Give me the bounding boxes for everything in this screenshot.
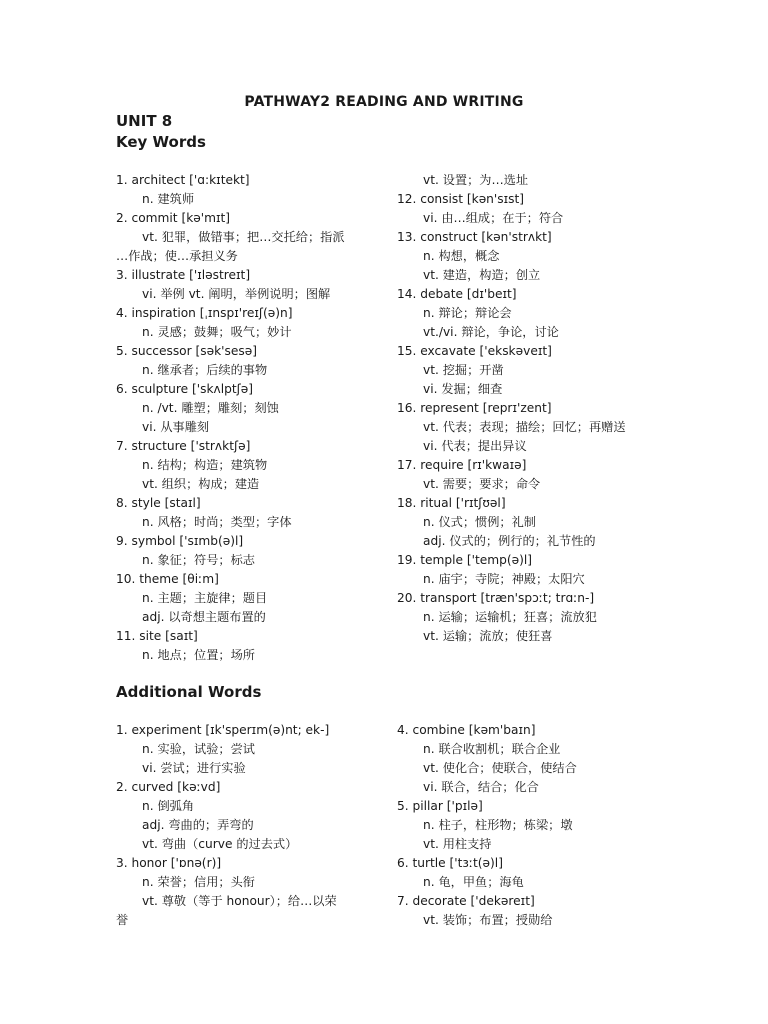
word-entry: 8. style [staɪl]	[116, 496, 201, 510]
definition: n. 继承者；后续的事物	[142, 363, 268, 377]
word-entry: 19. temple ['temp(ə)l]	[397, 553, 533, 567]
definition-continued: …作战；使…承担义务	[116, 249, 238, 263]
additional-words-left-column	[116, 721, 406, 930]
word-entry: 5. pillar ['pɪlə]	[397, 799, 483, 813]
definition: n. 风格；时尚；类型；字体	[142, 515, 292, 529]
definition: vt. 运输；流放；使狂喜	[423, 629, 553, 643]
definition: n. 仪式；惯例；礼制	[423, 515, 536, 529]
definition: n. 柱子，柱形物；栋梁；墩	[423, 818, 573, 832]
word-entry: 1. experiment [ɪk'sperɪm(ə)nt; ek-]	[116, 723, 330, 737]
key-words-left-column	[116, 171, 406, 665]
definition: vi. 联合，结合；化合	[423, 780, 539, 794]
word-entry: 6. turtle ['tɜːt(ə)l]	[397, 856, 503, 870]
definition: vt. 弯曲（curve 的过去式）	[142, 837, 298, 851]
key-words-heading: Key Words	[116, 133, 206, 151]
word-entry: 12. consist [kən'sɪst]	[397, 192, 525, 206]
word-entry: 17. require [rɪ'kwaɪə]	[397, 458, 527, 472]
key-words-right-column	[397, 171, 687, 646]
definition: vt./vi. 辩论，争论，讨论	[423, 325, 559, 339]
definition-continued: 誉	[116, 913, 129, 927]
definition: vi. 发掘；细查	[423, 382, 503, 396]
definition: n. 地点；位置；场所	[142, 648, 255, 662]
definition: vt. 挖掘；开凿	[423, 363, 504, 377]
document-title: PATHWAY2 READING AND WRITING	[244, 94, 524, 110]
word-entry: 2. commit [kə'mɪt]	[116, 211, 231, 225]
word-entry: 16. represent [reprɪ'zent]	[397, 401, 552, 415]
word-entry: 3. illustrate ['ɪləstreɪt]	[116, 268, 251, 282]
definition: n. 象征；符号；标志	[142, 553, 255, 567]
definition: vi. 由…组成；在于；符合	[423, 211, 564, 225]
definition: n. 主题；主旋律；题目	[142, 591, 268, 605]
definition: vt. 代表；表现；描绘；回忆；再赠送	[423, 420, 626, 434]
definition: vt. 犯罪，做错事；把…交托给；指派	[142, 230, 345, 244]
definition: n. 联合收割机；联合企业	[423, 742, 561, 756]
definition: n. 建筑师	[142, 192, 195, 206]
word-entry: 1. architect ['ɑ:kɪtekt]	[116, 173, 250, 187]
definition: vt. 尊敬（等于 honour）；给…以荣	[142, 894, 337, 908]
word-entry: 3. honor ['ɒnə(r)]	[116, 856, 222, 870]
definition: vi. 举例 vt. 阐明，举例说明；图解	[142, 287, 331, 301]
word-entry: 11. site [saɪt]	[116, 629, 198, 643]
definition: n. 辩论；辩论会	[423, 306, 512, 320]
word-entry: 5. successor [sək'sesə]	[116, 344, 257, 358]
definition: n. 龟，甲鱼；海龟	[423, 875, 524, 889]
word-entry: 10. theme [θiːm]	[116, 572, 219, 586]
definition: n. /vt. 雕塑；雕刻；刻蚀	[142, 401, 279, 415]
word-entry: 18. ritual ['rɪtʃʊəl]	[397, 496, 506, 510]
definition: vi. 代表；提出异议	[423, 439, 527, 453]
definition: n. 实验，试验；尝试	[142, 742, 255, 756]
word-entry: 4. inspiration [ˌɪnspɪ'reɪʃ(ə)n]	[116, 306, 293, 320]
word-entry: 20. transport [træn'spɔːt; trɑːn-]	[397, 591, 595, 605]
word-entry: 7. structure ['strʌktʃə]	[116, 439, 251, 453]
definition: vt. 组织；构成；建造	[142, 477, 260, 491]
additional-words-heading: Additional Words	[116, 683, 262, 701]
definition: adj. 以奇想主题布置的	[142, 610, 266, 624]
definition: vt. 设置；为…选址	[423, 173, 529, 187]
word-entry: 6. sculpture ['skʌlptʃə]	[116, 382, 253, 396]
definition: vi. 从事雕刻	[142, 420, 210, 434]
definition: n. 灵感；鼓舞；吸气；妙计	[142, 325, 292, 339]
definition: adj. 仪式的；例行的；礼节性的	[423, 534, 596, 548]
word-entry: 2. curved [kəːvd]	[116, 780, 221, 794]
word-entry: 14. debate [dɪ'beɪt]	[397, 287, 517, 301]
definition: vt. 装饰；布置；授勋给	[423, 913, 553, 927]
word-entry: 7. decorate ['dekəreɪt]	[397, 894, 535, 908]
word-entry: 4. combine [kəm'baɪn]	[397, 723, 536, 737]
unit-label: UNIT 8	[116, 112, 173, 130]
definition: vt. 建造，构造；创立	[423, 268, 541, 282]
definition: vi. 尝试；进行实验	[142, 761, 246, 775]
definition: n. 构想，概念	[423, 249, 500, 263]
definition: n. 结构；构造；建筑物	[142, 458, 268, 472]
definition: n. 倒弧角	[142, 799, 195, 813]
definition: n. 运输；运输机；狂喜；流放犯	[423, 610, 597, 624]
additional-words-right-column	[397, 721, 687, 930]
definition: vt. 需要；要求；命令	[423, 477, 541, 491]
definition: n. 荣誉；信用；头衔	[142, 875, 255, 889]
definition: vt. 用柱支持	[423, 837, 492, 851]
definition: adj. 弯曲的；弄弯的	[142, 818, 254, 832]
definition: vt. 使化合；使联合，使结合	[423, 761, 577, 775]
word-entry: 13. construct [kən'strʌkt]	[397, 230, 552, 244]
word-entry: 15. excavate ['ekskəveɪt]	[397, 344, 552, 358]
definition: n. 庙宇；寺院；神殿；太阳穴	[423, 572, 585, 586]
word-entry: 9. symbol ['sɪmb(ə)l]	[116, 534, 244, 548]
